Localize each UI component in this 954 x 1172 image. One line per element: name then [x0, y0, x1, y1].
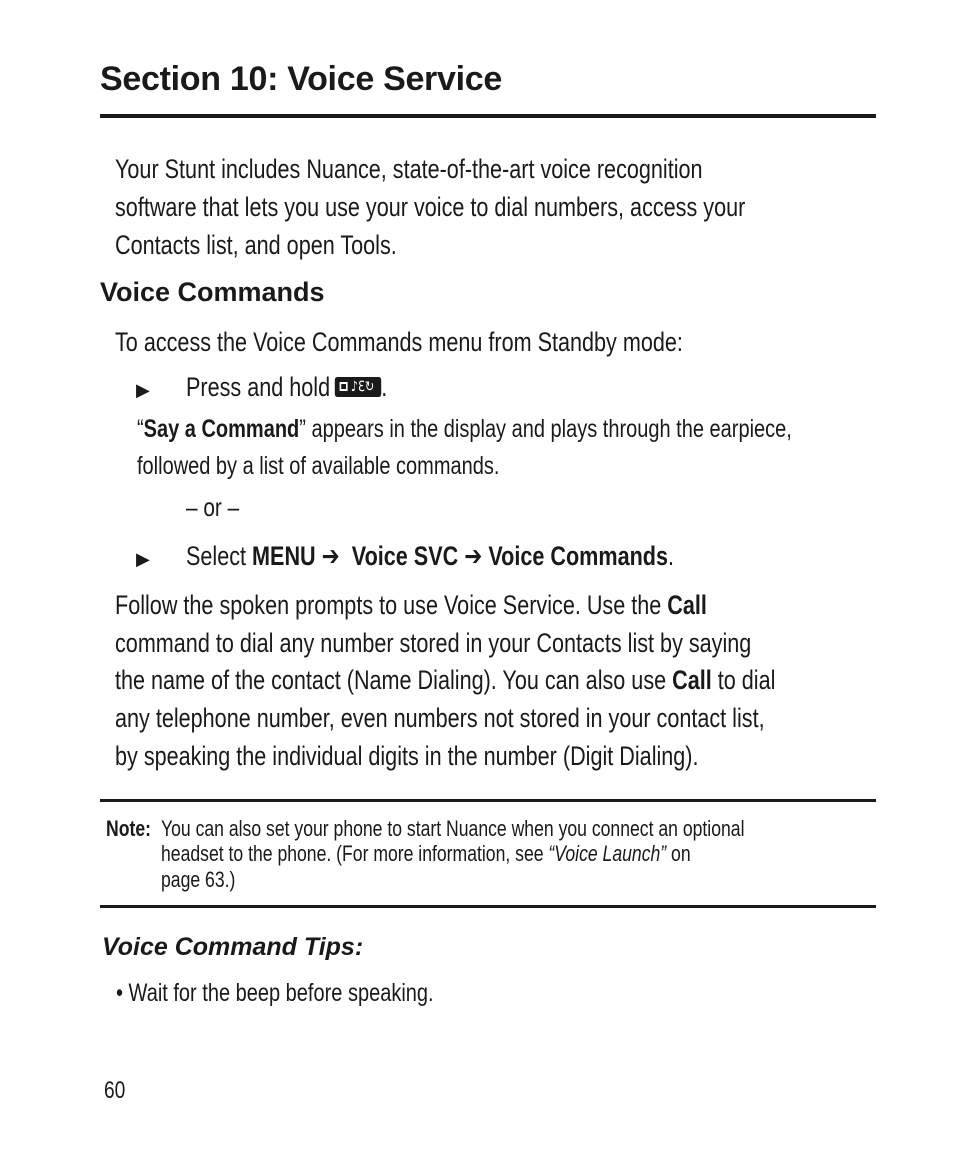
follow-line-5: by speaking the individual digits in the number (Digit Dialing). [115, 741, 699, 771]
note-top-rule [100, 799, 876, 802]
follow-line-3: the name of the contact (Name Dialing). You can also use Call to dial [115, 665, 776, 695]
step2-line: Select MENU ➔ Voice SVC ➔ Voice Commands. [186, 541, 674, 571]
note-line-2: headset to the phone. (For more information, see “Voice Launch” on [161, 841, 691, 866]
step1-desc-line-2: followed by a list of available commands. [137, 452, 500, 480]
arrow-icon: ➔ [464, 541, 483, 571]
follow-line-4: any telephone number, even numbers not stored in your contact list, [115, 703, 765, 733]
or-separator: – or – [186, 492, 240, 522]
voice-commands-heading: Voice Commands [100, 277, 325, 307]
arrow-icon: ➔ [321, 541, 340, 571]
note-line-1: You can also set your phone to start Nuance when you connect an optional [161, 816, 745, 841]
step1-desc-line-1: “Say a Command” appears in the display and plays through the earpiece, [137, 415, 792, 443]
intro-line-3: Contacts list, and open Tools. [115, 230, 397, 260]
voice-commands-label: Voice Commands [488, 541, 668, 571]
intro-line-2: software that lets you use your voice to dial numbers, access your [115, 192, 746, 222]
tip-item: • Wait for the beep before speaking. [116, 979, 434, 1007]
page-number: 60 [104, 1077, 126, 1104]
follow-line-2: command to dial any number stored in your Contacts list by saying [115, 628, 752, 658]
menu-label: MENU [252, 541, 316, 571]
note-bottom-rule [100, 905, 876, 908]
access-instructions: To access the Voice Commands menu from Standby mode: [115, 327, 683, 357]
voice-svc-label: Voice SVC [351, 541, 459, 571]
follow-line-1: Follow the spoken prompts to use Voice Service. Use the Call [115, 590, 707, 620]
intro-line-1: Your Stunt includes Nuance, state-of-the-art voice recognition [115, 154, 703, 184]
title-underline [100, 114, 876, 118]
note-line-3: page 63.) [161, 867, 236, 892]
say-a-command-text: Say a Command [143, 415, 300, 443]
voice-key-icon: ♪ℇ↻ [335, 377, 381, 397]
section-title: Section 10: Voice Service [100, 60, 502, 98]
step2-bullet-icon: ▶ [136, 549, 150, 569]
voice-launch-reference: “Voice Launch” [548, 841, 667, 866]
step1-bullet-icon: ▶ [136, 380, 150, 400]
tips-heading: Voice Command Tips: [102, 933, 364, 961]
note-label: Note: [106, 816, 151, 841]
step1-line: Press and hold ♪ℇ↻ . [186, 372, 388, 402]
